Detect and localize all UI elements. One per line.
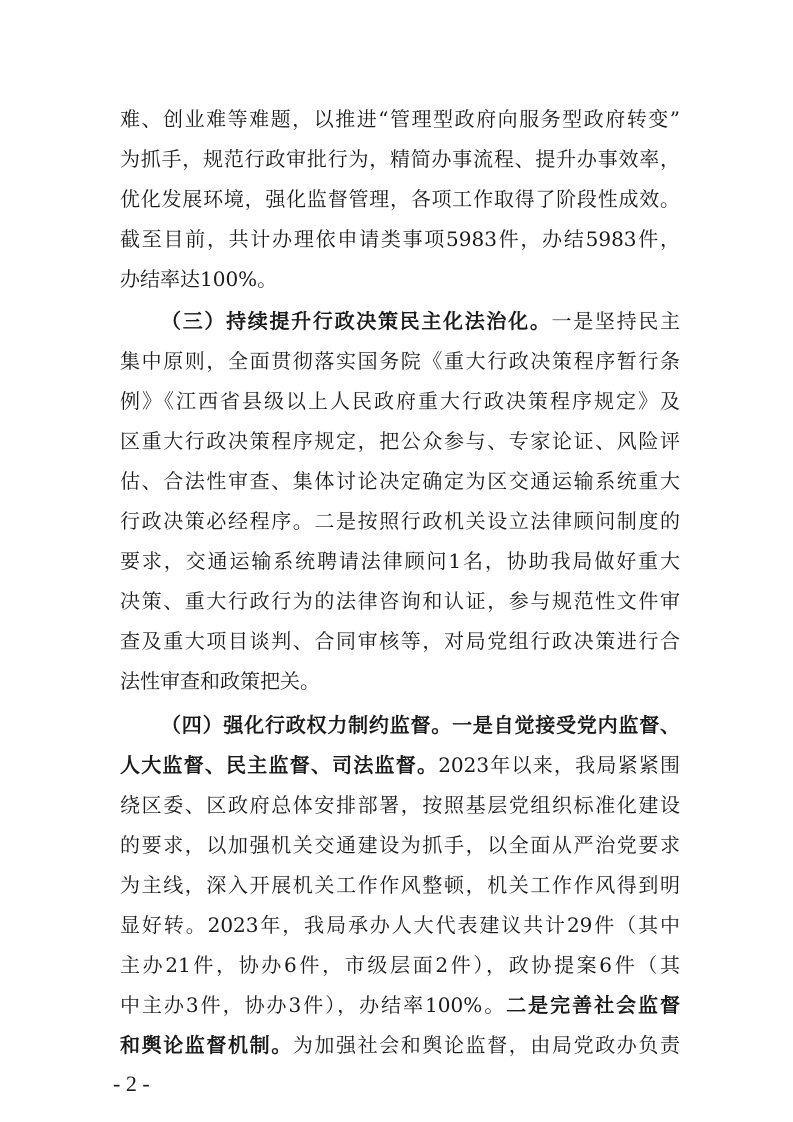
body-line: 为抓手，规范行政审批行为，精简办事流程、提升办事效率， xyxy=(120,147,680,171)
section-lead-text: 一是坚持民主 xyxy=(551,309,681,333)
body-line: 区重大行政决策程序规定，把公众参与、专家论证、风险评 xyxy=(120,429,680,453)
body-line: 截至目前，共计办理依申请类事项5983件，办结5983件， xyxy=(120,227,680,251)
emphasis-text: 人大监督、民主监督、司法监督。 xyxy=(120,753,439,777)
emphasis-text: 二是完善社会监督 xyxy=(506,993,681,1017)
body-line: 法性审查和政策把关。 xyxy=(120,669,320,693)
body-line xyxy=(120,985,680,1025)
body-text: 为加强社会和舆论监督，由局党政办负责 xyxy=(292,1033,681,1057)
body-line: 例》《江西省县级以上人民政府重大行政决策程序规定》及 xyxy=(120,389,680,413)
body-line: 为主线，深入开展机关工作作风整顿，机关工作作风得到明 xyxy=(120,873,680,897)
body-line: 行政决策必经程序。二是按照行政机关设立法律顾问制度的 xyxy=(120,509,680,533)
body-line: 绕区委、区政府总体安排部署，按照基层党组织标准化建设 xyxy=(120,793,680,817)
body-line: 优化发展环境，强化监督管理，各项工作取得了阶段性成效。 xyxy=(120,187,680,211)
section-heading-three: （三）持续提升行政决策民主化法治化。 xyxy=(161,309,552,333)
page-number: - 2 - xyxy=(113,1071,150,1096)
body-line: 集中原则，全面贯彻落实国务院《重大行政决策程序暂行条 xyxy=(120,349,680,373)
body-line: 办结率达100%。 xyxy=(120,267,278,291)
body-line: 查及重大项目谈判、合同审核等，对局党组行政决策进行合 xyxy=(120,629,680,653)
body-line xyxy=(120,1025,680,1065)
section-heading-line xyxy=(161,301,680,341)
body-line: 的要求，以加强机关交通建设为抓手，以全面从严治党要求 xyxy=(120,833,680,857)
emphasis-text: 和舆论监督机制。 xyxy=(120,1033,293,1057)
body-line: 显好转。2023年，我局承办人大代表建议共计29件（其中 xyxy=(120,913,680,937)
body-line: 估、合法性审查、集体讨论决定确定为区交通运输系统重大 xyxy=(120,469,680,493)
body-line xyxy=(120,745,680,785)
body-text: 2023年以来，我局紧紧围 xyxy=(438,753,680,777)
body-line: 难、创业难等难题，以推进“管理型政府向服务型政府转变” xyxy=(120,107,680,131)
section-heading-four: （四）强化行政权力制约监督。一是自觉接受党内监督、 xyxy=(161,713,680,737)
body-text: 中主办3件，协办3件），办结率100%。 xyxy=(120,993,507,1017)
body-line: 主办21件，协办6件，市级层面2件），政协提案6件（其 xyxy=(120,953,680,977)
body-line: 决策、重大行政行为的法律咨询和认证，参与规范性文件审 xyxy=(120,589,680,613)
body-line: 要求，交通运输系统聘请法律顾问1名，协助我局做好重大 xyxy=(120,549,680,573)
